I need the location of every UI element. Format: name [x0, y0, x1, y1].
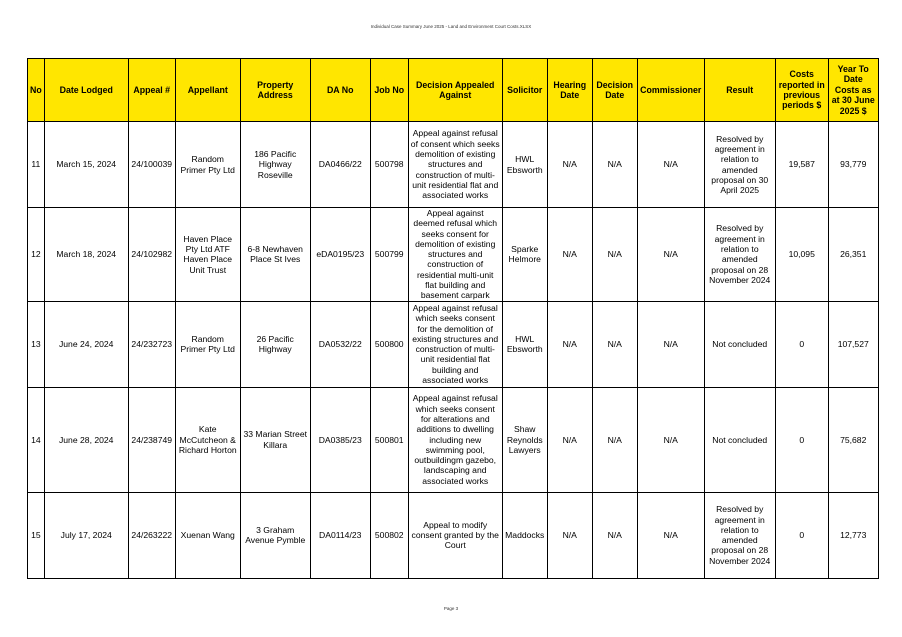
cell-result: Resolved by agreement in relation to amended proposal on 30 April 2025 [704, 122, 775, 208]
cell-commissioner: N/A [637, 387, 704, 492]
col-header-commissioner: Commissioner [637, 59, 704, 122]
table-row [28, 492, 879, 578]
cell-hearing-date: N/A [547, 387, 592, 492]
table-row [28, 208, 879, 302]
col-header-no: No [28, 59, 45, 122]
col-header-ytd-costs: Year To Date Costs as at 30 June 2025 $ [828, 59, 878, 122]
cell-date-lodged: June 24, 2024 [44, 301, 128, 387]
table-header-row [28, 59, 879, 122]
cell-commissioner: N/A [637, 492, 704, 578]
cell-appeal: 24/100039 [128, 122, 175, 208]
cell-result: Not concluded [704, 301, 775, 387]
cell-solicitor: Maddocks [502, 492, 547, 578]
cell-job-no: 500802 [370, 492, 408, 578]
cell-costs-prev: 0 [775, 387, 828, 492]
cell-appellant: Random Primer Pty Ltd [175, 122, 240, 208]
cell-no: 15 [28, 492, 45, 578]
cell-result: Resolved by agreement in relation to amended proposal on 28 November 2024 [704, 492, 775, 578]
cell-ytd-costs: 26,351 [828, 208, 878, 302]
cell-job-no: 500801 [370, 387, 408, 492]
cell-commissioner: N/A [637, 208, 704, 302]
col-header-da-no: DA No [310, 59, 370, 122]
col-header-appellant: Appellant [175, 59, 240, 122]
col-header-decision-date: Decision Date [592, 59, 637, 122]
cell-hearing-date: N/A [547, 492, 592, 578]
col-header-decision: Decision Appealed Against [408, 59, 502, 122]
cell-solicitor: Sparke Helmore [502, 208, 547, 302]
col-header-hearing-date: Hearing Date [547, 59, 592, 122]
cell-ytd-costs: 75,682 [828, 387, 878, 492]
cell-appellant: Haven Place Pty Ltd ATF Haven Place Unit Trust [175, 208, 240, 302]
cell-appellant: Kate McCutcheon & Richard Horton [175, 387, 240, 492]
cell-date-lodged: March 18, 2024 [44, 208, 128, 302]
cell-decision: Appeal against deemed refusal which seeks consent for demolition of existing structures and construction of residential multi-unit flat building and basement carpark [408, 208, 502, 302]
col-header-solicitor: Solicitor [502, 59, 547, 122]
cell-da-no: eDA0195/23 [310, 208, 370, 302]
col-header-result: Result [704, 59, 775, 122]
cell-decision: Appeal against refusal of consent which seeks demolition of existing structures and construction of multi-unit residential flat and associated works [408, 122, 502, 208]
col-header-appeal: Appeal # [128, 59, 175, 122]
cell-appellant: Random Primer Pty Ltd [175, 301, 240, 387]
cell-decision: Appeal against refusal which seeks consent for alterations and additions to dwelling including new swimming pool, outbuildingm gazebo, landscaping and associated works [408, 387, 502, 492]
cell-costs-prev: 19,587 [775, 122, 828, 208]
cell-decision: Appeal against refusal which seeks consent for the demolition of existing structures and construction of multi-unit residential flat building and associated works [408, 301, 502, 387]
cell-decision: Appeal to modify consent granted by the Court [408, 492, 502, 578]
cell-ytd-costs: 12,773 [828, 492, 878, 578]
cell-result: Resolved by agreement in relation to amended proposal on 28 November 2024 [704, 208, 775, 302]
cell-decision-date: N/A [592, 122, 637, 208]
cell-decision-date: N/A [592, 301, 637, 387]
cell-address: 33 Marian Street Killara [240, 387, 310, 492]
cell-decision-date: N/A [592, 387, 637, 492]
cell-decision-date: N/A [592, 208, 637, 302]
cell-costs-prev: 0 [775, 492, 828, 578]
cell-date-lodged: June 28, 2024 [44, 387, 128, 492]
cell-address: 6-8 Newhaven Place St Ives [240, 208, 310, 302]
cell-job-no: 500800 [370, 301, 408, 387]
cell-costs-prev: 0 [775, 301, 828, 387]
table-row [28, 301, 879, 387]
cell-no: 11 [28, 122, 45, 208]
cell-commissioner: N/A [637, 301, 704, 387]
cell-appeal: 24/102982 [128, 208, 175, 302]
cell-appeal: 24/263222 [128, 492, 175, 578]
col-header-property-address: Property Address [240, 59, 310, 122]
cell-costs-prev: 10,095 [775, 208, 828, 302]
cell-solicitor: HWL Ebsworth [502, 301, 547, 387]
cell-no: 12 [28, 208, 45, 302]
cell-solicitor: HWL Ebsworth [502, 122, 547, 208]
cell-result: Not concluded [704, 387, 775, 492]
cell-hearing-date: N/A [547, 301, 592, 387]
cell-no: 14 [28, 387, 45, 492]
cell-appellant: Xuenan Wang [175, 492, 240, 578]
cell-appeal: 24/232723 [128, 301, 175, 387]
cell-job-no: 500798 [370, 122, 408, 208]
case-summary-table [27, 58, 879, 579]
cell-address: 3 Graham Avenue Pymble [240, 492, 310, 578]
cell-commissioner: N/A [637, 122, 704, 208]
cell-hearing-date: N/A [547, 208, 592, 302]
cell-hearing-date: N/A [547, 122, 592, 208]
cell-solicitor: Shaw Reynolds Lawyers [502, 387, 547, 492]
cell-da-no: DA0385/23 [310, 387, 370, 492]
cell-job-no: 500799 [370, 208, 408, 302]
cell-da-no: DA0114/23 [310, 492, 370, 578]
cell-address: 186 Pacific Highway Roseville [240, 122, 310, 208]
cell-date-lodged: July 17, 2024 [44, 492, 128, 578]
cell-no: 13 [28, 301, 45, 387]
cell-appeal: 24/238749 [128, 387, 175, 492]
cell-ytd-costs: 93,779 [828, 122, 878, 208]
table-row [28, 387, 879, 492]
cell-date-lodged: March 15, 2024 [44, 122, 128, 208]
col-header-job-no: Job No [370, 59, 408, 122]
col-header-date-lodged: Date Lodged [44, 59, 128, 122]
cell-address: 26 Pacific Highway [240, 301, 310, 387]
page-number: Page 3 [443, 606, 459, 611]
document-header: Individual Case Summary June 2025 - Land and Environment Court Costs.XLSX [370, 24, 532, 29]
cell-da-no: DA0532/22 [310, 301, 370, 387]
cell-ytd-costs: 107,527 [828, 301, 878, 387]
col-header-costs-prev: Costs reported in previous periods $ [775, 59, 828, 122]
table-row [28, 122, 879, 208]
cell-da-no: DA0466/22 [310, 122, 370, 208]
cell-decision-date: N/A [592, 492, 637, 578]
